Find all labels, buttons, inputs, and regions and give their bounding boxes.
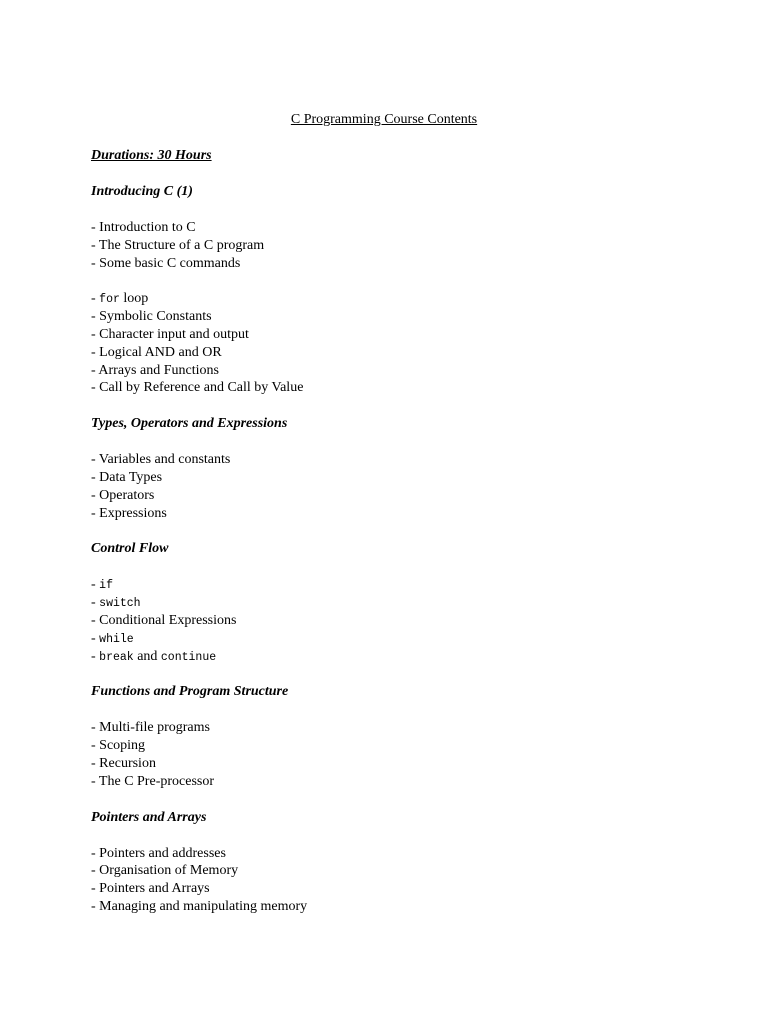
topic-item bbox=[91, 290, 731, 308]
section-heading: Introducing C (1) bbox=[91, 184, 193, 199]
bullet-dash: - bbox=[91, 237, 99, 253]
topic-text: The C Pre-processor bbox=[98, 773, 214, 789]
bullet-dash: - bbox=[91, 469, 100, 485]
topic-text: Organisation of Memory bbox=[99, 863, 239, 879]
topic-item bbox=[91, 612, 731, 630]
code-keyword: continue bbox=[160, 650, 217, 664]
topic-item bbox=[91, 505, 731, 523]
topic-text: Arrays and Functions bbox=[98, 362, 219, 378]
bullet-dash: - bbox=[91, 362, 99, 378]
code-keyword: for bbox=[99, 293, 120, 307]
topic-item bbox=[91, 755, 731, 773]
topic-item bbox=[91, 362, 731, 380]
bullet-dash: - bbox=[91, 720, 100, 736]
topic-text: loop bbox=[119, 291, 149, 307]
topic-text: The Structure of a C program bbox=[98, 237, 265, 253]
topic-item bbox=[91, 737, 731, 755]
topic-item bbox=[91, 237, 731, 255]
topic-text: Variables and constants bbox=[98, 452, 231, 468]
topic-item bbox=[91, 630, 731, 648]
bullet-dash: - bbox=[91, 612, 100, 628]
topic-item bbox=[91, 880, 731, 898]
topic-text: Recursion bbox=[99, 755, 156, 771]
topic-text: Conditional Expressions bbox=[99, 612, 237, 628]
topic-text: Operators bbox=[99, 487, 155, 503]
bullet-dash: - bbox=[91, 845, 100, 861]
bullet-dash: - bbox=[91, 595, 100, 611]
code-keyword: switch bbox=[99, 597, 141, 611]
course-duration: Durations: 30 Hours bbox=[91, 148, 212, 163]
code-keyword: if bbox=[99, 579, 113, 593]
bullet-dash: - bbox=[91, 255, 100, 271]
topic-text: Introduction to C bbox=[99, 220, 196, 235]
topic-item bbox=[91, 469, 731, 487]
topic-text: Character input and output bbox=[99, 326, 249, 342]
section-heading: Pointers and Arrays bbox=[91, 809, 207, 825]
bullet-dash: - bbox=[91, 630, 100, 646]
topic-list bbox=[91, 576, 731, 665]
topic-item bbox=[91, 326, 731, 344]
bullet-dash: - bbox=[91, 577, 100, 593]
document-title-text: C Programming Course Contents bbox=[290, 112, 478, 127]
document-title bbox=[0, 111, 768, 129]
section-heading: Types, Operators and Expressions bbox=[91, 416, 288, 432]
sections-container bbox=[91, 183, 731, 916]
topic-list bbox=[91, 219, 731, 272]
topic-item bbox=[91, 344, 731, 362]
topic-item bbox=[91, 379, 731, 397]
bullet-dash: - bbox=[91, 380, 100, 396]
code-keyword: while bbox=[99, 632, 134, 646]
bullet-dash: - bbox=[91, 487, 100, 503]
topic-text: Managing and manipulating memory bbox=[99, 898, 308, 914]
bullet-dash: - bbox=[91, 291, 100, 307]
topic-item bbox=[91, 719, 731, 737]
topic-text: and bbox=[133, 648, 161, 664]
topic-item bbox=[91, 898, 731, 916]
topic-list bbox=[91, 719, 731, 790]
topic-text: Data Types bbox=[99, 469, 163, 485]
bullet-dash: - bbox=[91, 505, 100, 521]
topic-item bbox=[91, 594, 731, 612]
bullet-dash: - bbox=[91, 309, 100, 325]
topic-text: Expressions bbox=[99, 505, 167, 521]
topic-item bbox=[91, 219, 731, 237]
topic-text: Logical AND and OR bbox=[99, 344, 222, 360]
topic-item bbox=[91, 862, 731, 880]
topic-item bbox=[91, 255, 731, 273]
bullet-dash: - bbox=[91, 220, 100, 235]
topic-item bbox=[91, 648, 731, 666]
topic-list bbox=[91, 290, 731, 397]
bullet-dash: - bbox=[91, 773, 99, 789]
section-heading: Control Flow bbox=[91, 541, 169, 557]
bullet-dash: - bbox=[91, 898, 100, 914]
bullet-dash: - bbox=[91, 738, 100, 754]
bullet-dash: - bbox=[91, 863, 100, 879]
topic-list bbox=[91, 451, 731, 522]
topic-text: Pointers and addresses bbox=[99, 845, 226, 861]
topic-item bbox=[91, 845, 731, 863]
topic-text: Some basic C commands bbox=[99, 255, 241, 271]
code-keyword: break bbox=[99, 650, 134, 664]
bullet-dash: - bbox=[91, 755, 100, 771]
bullet-dash: - bbox=[91, 648, 100, 664]
section-heading: Functions and Program Structure bbox=[91, 684, 289, 700]
bullet-dash: - bbox=[91, 881, 100, 897]
topic-list bbox=[91, 845, 731, 916]
topic-item bbox=[91, 576, 731, 594]
bullet-dash: - bbox=[91, 326, 100, 342]
topic-text: Call by Reference and Call by Value bbox=[99, 380, 304, 396]
document-body bbox=[91, 147, 731, 934]
topic-text: Pointers and Arrays bbox=[99, 881, 210, 897]
topic-item bbox=[91, 487, 731, 505]
topic-item bbox=[91, 308, 731, 326]
bullet-dash: - bbox=[91, 452, 99, 468]
topic-text: Symbolic Constants bbox=[99, 309, 212, 325]
topic-item bbox=[91, 451, 731, 469]
bullet-dash: - bbox=[91, 344, 100, 360]
topic-text: Multi-file programs bbox=[99, 720, 210, 736]
topic-text: Scoping bbox=[99, 738, 146, 754]
topic-item bbox=[91, 773, 731, 791]
